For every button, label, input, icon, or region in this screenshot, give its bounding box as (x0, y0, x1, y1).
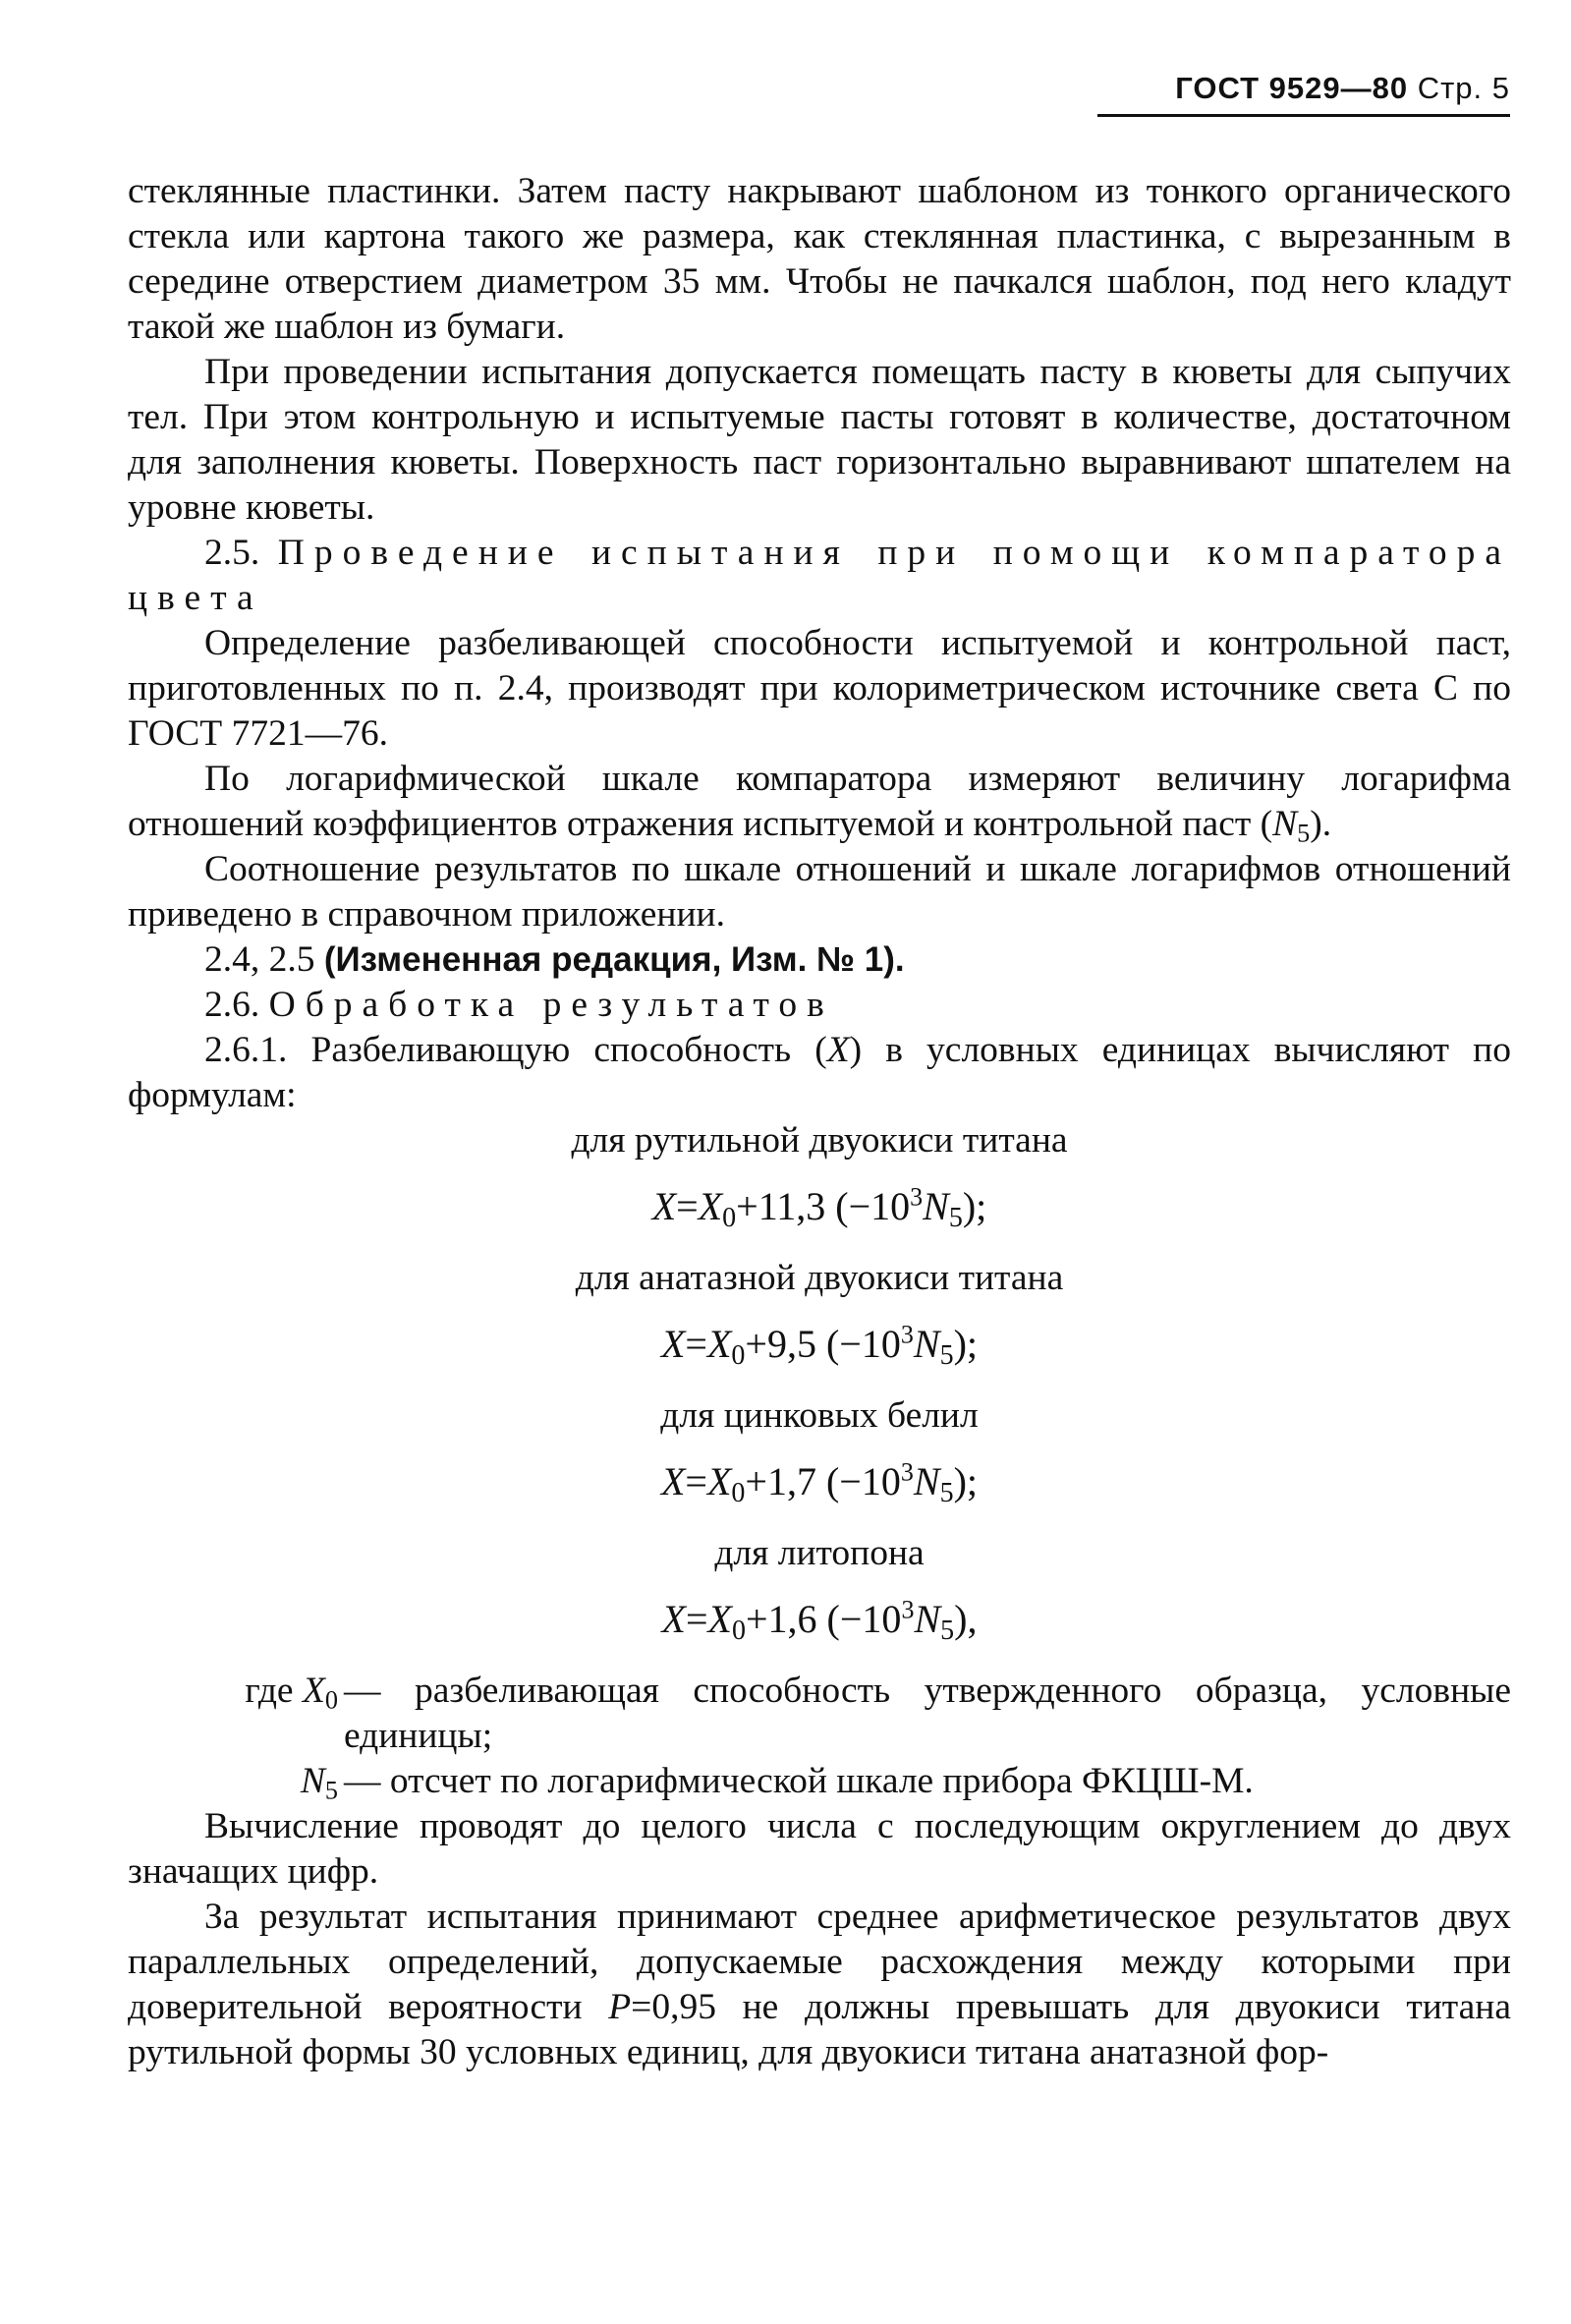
paragraph-2: При проведении испытания допускается помещать пасту в кюветы для сыпучих тел. При этом контрольную и испытуемые пасты готовят в количестве, достаточном для заполнения кюветы. Поверхность паст горизонтально выравнивают шпателем на уровне кюветы. (128, 352, 1511, 528)
formula-eq: = (685, 1459, 707, 1503)
formula (128, 1452, 1511, 1511)
definition-n5-var: N (300, 1761, 325, 1801)
paragraph-6-text-a: 2.6.1. Разбеливающую способность ( (204, 1030, 827, 1070)
definition-x0 (128, 1669, 1511, 1759)
paragraph-4 (128, 757, 1511, 847)
formula-exp: 3 (901, 1595, 915, 1624)
section-2-5-title: Проведение испытания при помощи компаратора цвета (128, 533, 1511, 618)
definition-n5-term (128, 1759, 344, 1804)
section-2-6-number: 2.6. (204, 985, 260, 1025)
formula-plus: + (736, 1184, 758, 1228)
formula (128, 1315, 1511, 1374)
formula-end: ); (962, 1184, 987, 1228)
formula-plus: + (745, 1322, 767, 1366)
formula-eq: = (685, 1597, 708, 1641)
paragraph-8-text-b: не должны превышать для двуокиси титана рутильной формы 30 условных единиц, для двуокиси титана анатазной фор- (128, 1987, 1512, 2072)
formula-caption: для анатазной двуокиси титана (575, 1258, 1064, 1298)
formula-open: (−10 (825, 1184, 911, 1228)
formula-n: N (913, 1459, 940, 1503)
formula-caption: для цинковых белил (660, 1395, 979, 1436)
formula-x0-sub: 0 (731, 1615, 746, 1646)
formula-block-4 (128, 1531, 1511, 1649)
formula-open: (−10 (816, 1597, 902, 1641)
formula-exp: 3 (900, 1457, 914, 1487)
paragraph-4-var: N (1272, 804, 1298, 844)
paragraph-8-var: P (608, 1987, 632, 2027)
paragraph-8 (128, 1895, 1511, 2075)
standard-number: ГОСТ 9529—80 (1175, 71, 1409, 105)
paragraph-8-value: =0,95 (631, 1987, 716, 2027)
formula-coef: 1,7 (766, 1459, 816, 1503)
formula-lhs: X (651, 1184, 677, 1228)
formula-exp: 3 (900, 1320, 914, 1349)
paragraph-7: Вычисление проводят до целого числа с последующим округлением до двух значащих цифр. (128, 1806, 1511, 1892)
definition-n5 (128, 1759, 1511, 1804)
paragraph-3: Определение разбеливающей способности испытуемой и контрольной паст, приготовленных по п. 2.4, производят при колориметрическом источнике света С по ГОСТ 7721—76. (128, 623, 1511, 754)
paragraph-5: Соотношение результатов по шкале отношений и шкале логарифмов отношений приведено в справочном приложении. (128, 849, 1511, 935)
formula-x0-sub: 0 (722, 1203, 737, 1233)
formula-x0: X (698, 1184, 723, 1228)
formula-n-sub: 5 (939, 1340, 954, 1371)
formula-n-sub: 5 (940, 1615, 955, 1646)
formula-n: N (913, 1322, 940, 1366)
formula-x0: X (706, 1459, 732, 1503)
formula-caption: для рутильной двуокиси титана (571, 1120, 1068, 1161)
formula (128, 1177, 1511, 1236)
formula-open: (−10 (815, 1459, 901, 1503)
formula-lhs: X (660, 1459, 686, 1503)
paragraph-1: стеклянные пластинки. Затем пасту накрывают шаблоном из тонкого органического стекла или картона такого же размера, как стеклянная пластинка, с вырезанным в середине отверстием диаметром 35 мм. Чтобы не пачкался шаблон, под него кладут такой же шаблон из бумаги. (128, 171, 1511, 347)
formula-x0: X (707, 1597, 732, 1641)
formula-eq: = (676, 1184, 699, 1228)
paragraph-4-sub: 5 (1297, 819, 1311, 848)
formula-x0-sub: 0 (731, 1340, 746, 1371)
amendment-note (128, 937, 1511, 983)
formula-plus: + (745, 1459, 767, 1503)
formula-end: ), (954, 1597, 978, 1641)
section-2-5-number: 2.5. (204, 533, 260, 573)
section-2-5-heading (128, 531, 1511, 621)
formula-block-1 (128, 1118, 1511, 1236)
definition-x0-desc: — разбеливающая способность утвержденного образца, условные единицы; (344, 1671, 1511, 1756)
amendment-text: (Измененная редакция, Изм. № 1). (323, 940, 905, 979)
formula-exp: 3 (910, 1182, 924, 1212)
formula-coef: 9,5 (766, 1322, 816, 1366)
definition-n5-sub: 5 (324, 1776, 338, 1805)
formula-lhs: X (660, 1322, 686, 1366)
formula-eq: = (685, 1322, 707, 1366)
where-label: где (245, 1671, 294, 1711)
definition-x0-var: X (302, 1671, 325, 1711)
definition-x0-term (128, 1669, 344, 1759)
section-2-6-title: Обработка результатов (268, 985, 834, 1025)
paragraph-6-var: X (826, 1030, 850, 1070)
formula-caption: для литопона (714, 1533, 925, 1573)
page-header (1097, 71, 1510, 117)
formula-coef: 1,6 (767, 1597, 817, 1641)
formula-x0-sub: 0 (731, 1478, 746, 1508)
paragraph-4-end: ). (1310, 804, 1332, 844)
formula-n-sub: 5 (948, 1203, 963, 1233)
formula-open: (−10 (815, 1322, 901, 1366)
page-number: Стр. 5 (1417, 71, 1510, 105)
definition-x0-sub: 0 (324, 1685, 338, 1715)
section-2-6-heading (128, 983, 1511, 1028)
formula-n: N (914, 1597, 941, 1641)
document-body (128, 169, 1511, 2075)
formula-plus: + (745, 1597, 768, 1641)
formula-block-3 (128, 1393, 1511, 1511)
paragraph-6-text-b: ) в условных единицах вычисляют по формулам: (128, 1030, 1511, 1115)
formula (128, 1590, 1511, 1649)
variable-definitions (128, 1669, 1511, 1804)
formula-lhs: X (661, 1597, 686, 1641)
paragraph-4-text: По логарифмической шкале компаратора измеряют величину логарифма отношений коэффициентов отражения испытуемой и контрольной паст ( (128, 759, 1511, 844)
formula-n-sub: 5 (939, 1478, 954, 1508)
paragraph-8-text-a: За результат испытания принимают среднее арифметическое результатов двух параллельных определений, допускаемые расхождения между которыми при доверительной вероятности (128, 1897, 1511, 2027)
formula-end: ); (953, 1322, 978, 1366)
formula-block-2 (128, 1256, 1511, 1374)
formula-x0: X (706, 1322, 732, 1366)
formula-end: ); (953, 1459, 978, 1503)
paragraph-6 (128, 1028, 1511, 1118)
definition-n5-desc: — отсчет по логарифмической шкале прибора ФКЦШ-М. (344, 1761, 1254, 1801)
formula-coef: 11,3 (757, 1184, 826, 1228)
formula-n: N (923, 1184, 949, 1228)
amendment-ref: 2.4, 2.5 (204, 939, 315, 980)
